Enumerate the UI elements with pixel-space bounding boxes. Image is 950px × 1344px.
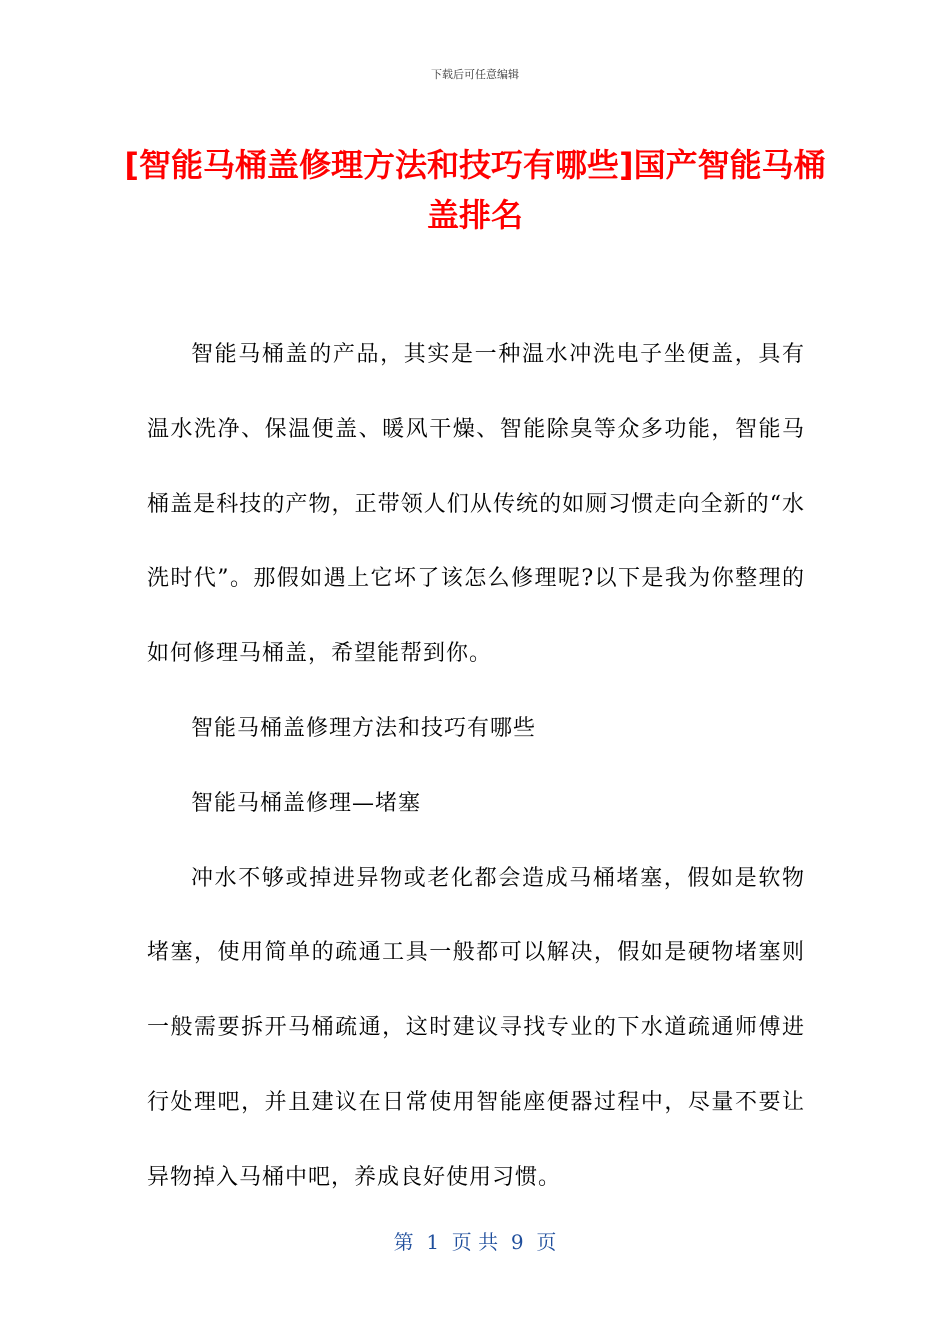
page-number-footer: 第 1 页 共 9 页 bbox=[393, 1230, 557, 1254]
paragraph-blockage-detail: 冲水不够或掉进异物或老化都会造成马桶堵塞，假如是软物堵塞，使用简单的疏通工具一般都可以解决，假如是硬物堵塞则一般需要拆开马桶疏通，这时建议寻找专业的下水道疏通师傅进行处理吧，并且建议在日常使用智能座便器过程中，尽量不要让异物掉入马桶中吧，养成良好使用习惯。 bbox=[147, 865, 805, 1190]
paragraph-heading-blockage: 智能马桶盖修理—堵塞 bbox=[191, 790, 422, 816]
header-note: 下载后可任意编辑 bbox=[431, 68, 519, 81]
paragraph-intro: 智能马桶盖的产品，其实是一种温水冲洗电子坐便盖，具有温水洗净、保温便盖、暖风干燥、智能除臭等众多功能，智能马桶盖是科技的产物，正带领人们从传统的如厕习惯走向全新的“水洗时代”。那假如遇上它坏了该怎么修理呢?以下是我为你整理的如何修理马桶盖，希望能帮到你。 bbox=[147, 342, 805, 667]
document-body bbox=[147, 318, 805, 1216]
document-title: [智能马桶盖修理方法和技巧有哪些]国产智能马桶盖排名 bbox=[124, 146, 826, 234]
paragraph-heading-methods: 智能马桶盖修理方法和技巧有哪些 bbox=[191, 715, 537, 741]
